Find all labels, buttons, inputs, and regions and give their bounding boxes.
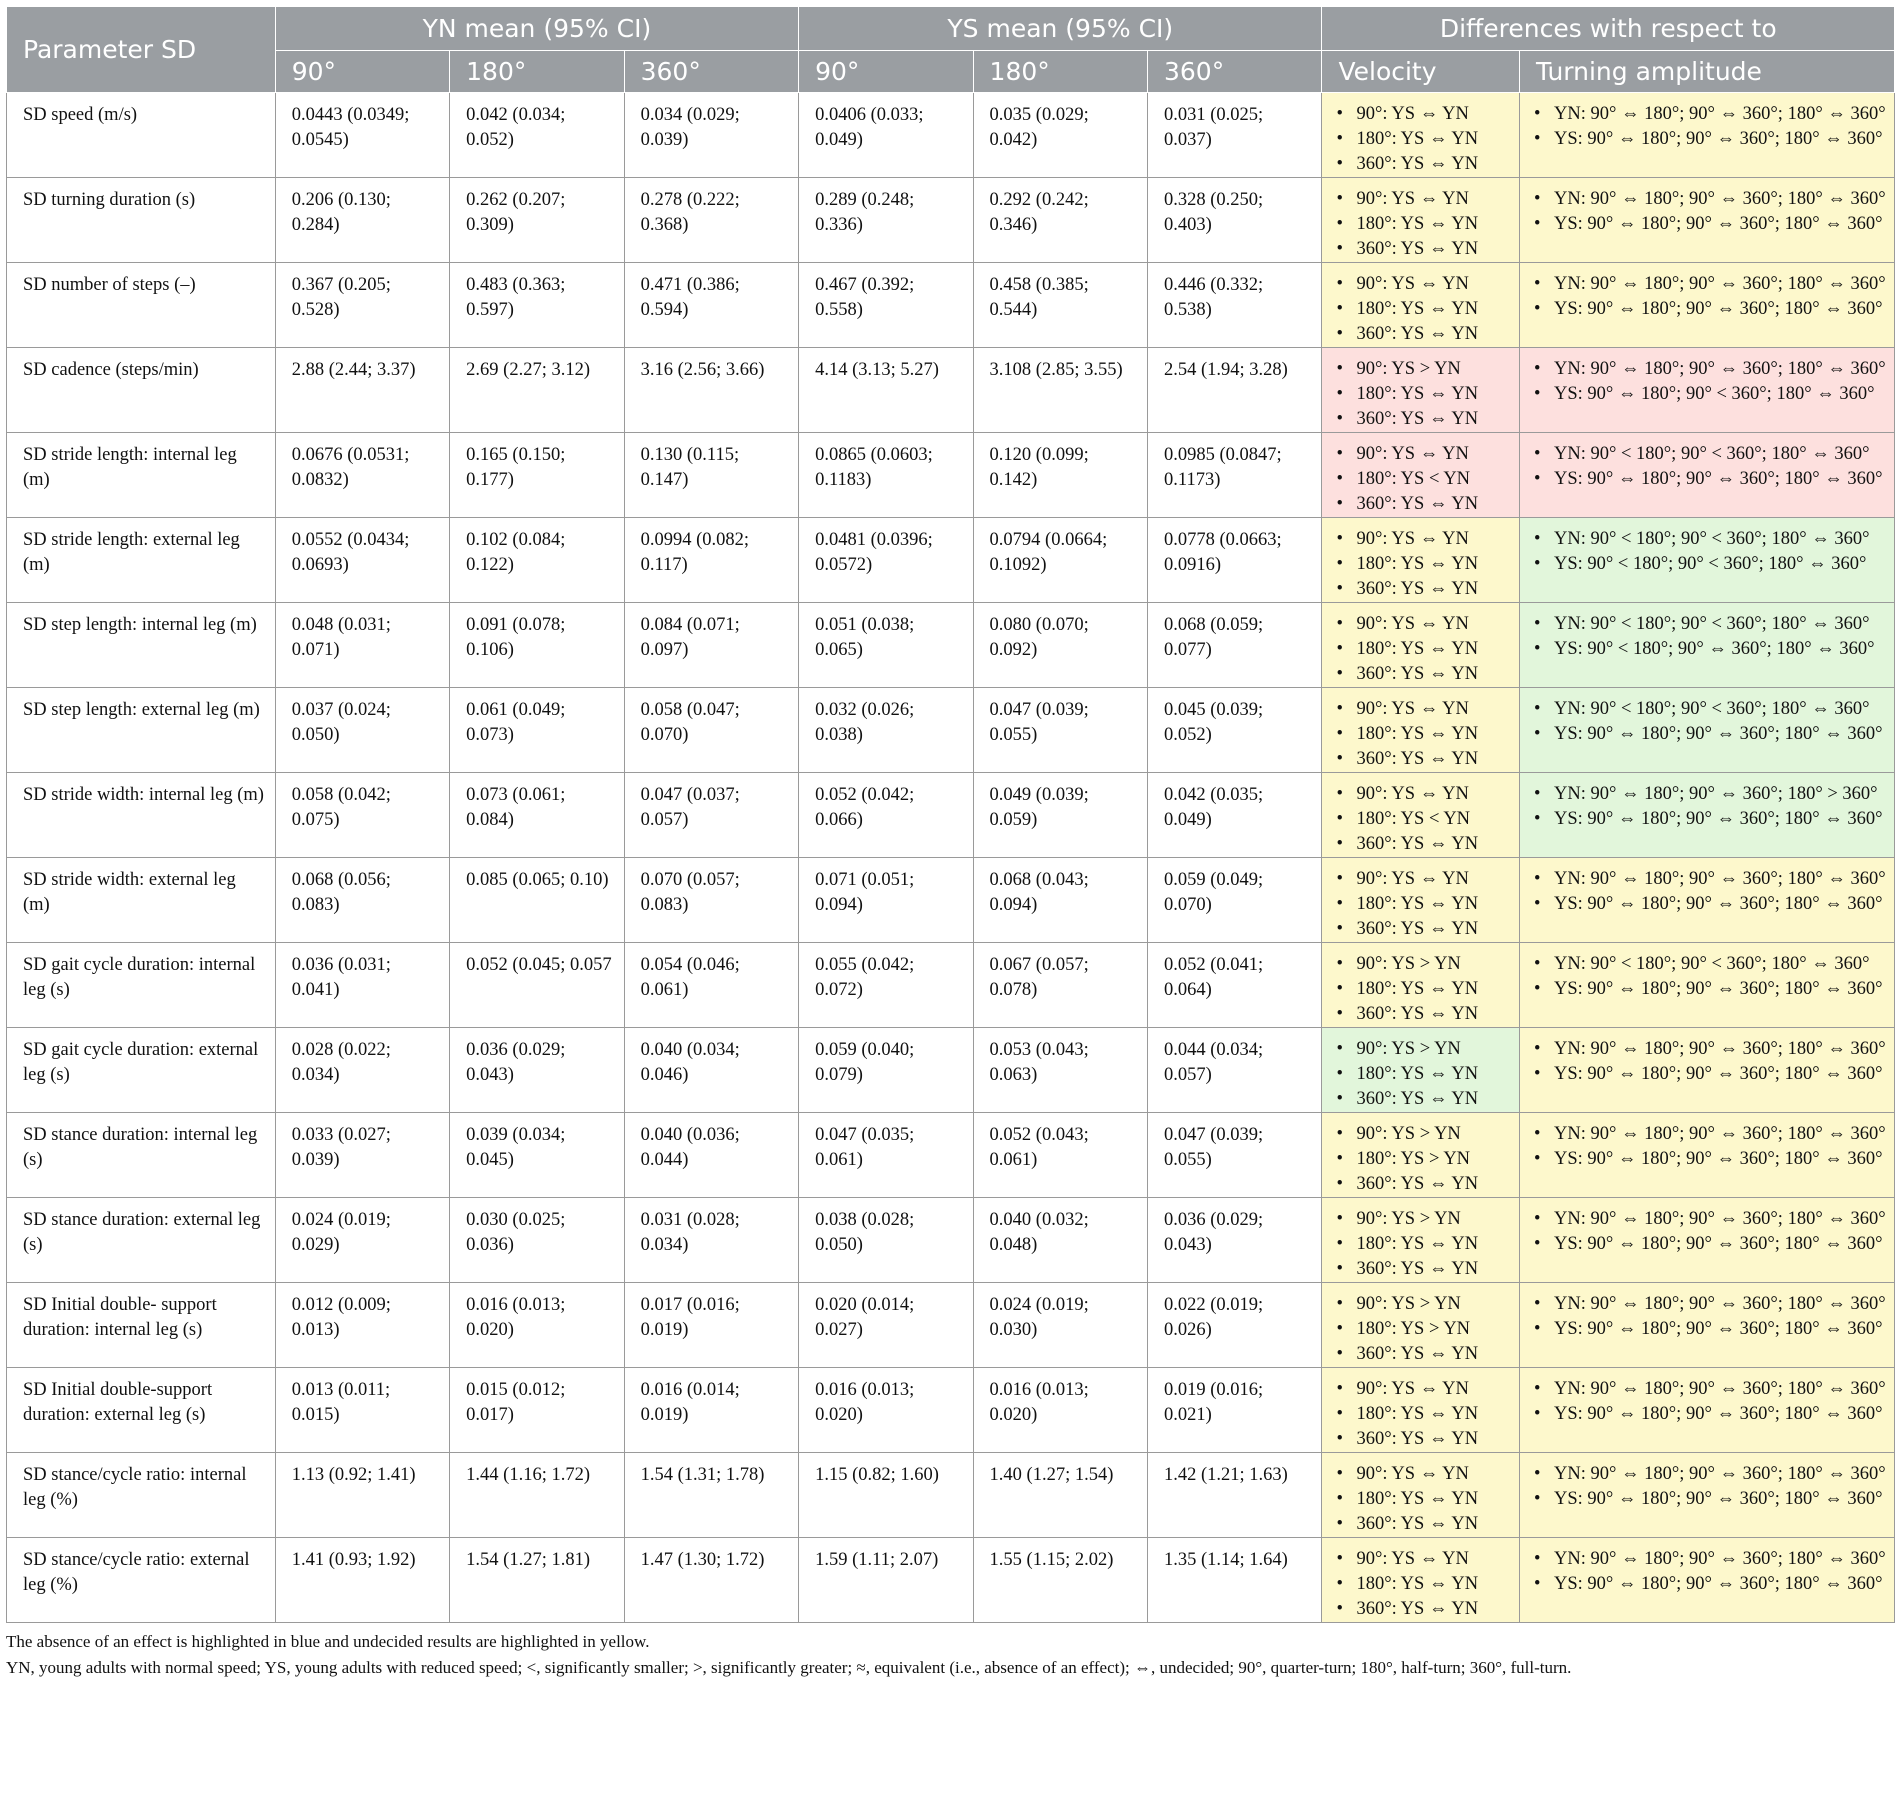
turning-diff-item: • YN: 90° ⇔ 180°; 90° ⇔ 360°; 180° ⇔ 360° [1534,272,1888,297]
value-cell-ys-180: 0.024 (0.019; 0.030) [973,1283,1147,1368]
velocity-diff-item: • 180°: YS > YN [1336,1147,1513,1172]
value-cell-ys-180: 0.067 (0.057; 0.078) [973,943,1147,1028]
value-cell-ys-180: 0.458 (0.385; 0.544) [973,263,1147,348]
turning-diff-item: • YN: 90° ⇔ 180°; 90° ⇔ 360°; 180° ⇔ 360° [1534,1377,1888,1402]
velocity-diff-item: • 90°: YS ⇔ YN [1336,187,1513,212]
velocity-diff-item: • 360°: YS ⇔ YN [1336,322,1513,347]
velocity-diff-item: • 90°: YS ⇔ YN [1336,527,1513,552]
velocity-diff-cell [1322,603,1520,688]
header-yn-180: 180° [450,51,624,93]
header-yn-90: 90° [275,51,449,93]
velocity-diff-item: • 360°: YS ⇔ YN [1336,237,1513,262]
value-cell-yn-360: 0.054 (0.046; 0.061) [624,943,798,1028]
parameter-cell: SD step length: internal leg (m) [7,603,276,688]
value-cell-ys-90: 1.59 (1.11; 2.07) [799,1538,973,1623]
value-cell-yn-360: 0.084 (0.071; 0.097) [624,603,798,688]
parameter-cell: SD cadence (steps/min) [7,348,276,433]
velocity-diff-cell [1322,518,1520,603]
value-cell-ys-360: 0.0778 (0.0663; 0.0916) [1148,518,1322,603]
table-row [7,1453,1895,1538]
value-cell-yn-180: 0.102 (0.084; 0.122) [450,518,624,603]
turning-diff-item: • YN: 90° ⇔ 180°; 90° ⇔ 360°; 180° ⇔ 360° [1534,1462,1888,1487]
turning-diff-cell [1519,1028,1894,1113]
value-cell-yn-360: 0.034 (0.029; 0.039) [624,93,798,178]
velocity-diff-cell [1322,858,1520,943]
value-cell-ys-360: 0.022 (0.019; 0.026) [1148,1283,1322,1368]
value-cell-yn-90: 0.024 (0.019; 0.029) [275,1198,449,1283]
value-cell-yn-360: 0.016 (0.014; 0.019) [624,1368,798,1453]
velocity-diff-cell [1322,178,1520,263]
value-cell-yn-360: 0.278 (0.222; 0.368) [624,178,798,263]
value-cell-yn-90: 0.048 (0.031; 0.071) [275,603,449,688]
value-cell-yn-90: 0.206 (0.130; 0.284) [275,178,449,263]
turning-diff-item: • YN: 90° ⇔ 180°; 90° ⇔ 360°; 180° > 360° [1534,782,1888,807]
velocity-diff-cell [1322,93,1520,178]
parameter-cell: SD Initial double- support duration: internal leg (s) [7,1283,276,1368]
parameter-cell: SD gait cycle duration: internal leg (s) [7,943,276,1028]
velocity-diff-item: • 180°: YS ⇔ YN [1336,977,1513,1002]
velocity-diff-item: • 360°: YS ⇔ YN [1336,1427,1513,1452]
velocity-diff-item: • 360°: YS ⇔ YN [1336,1172,1513,1197]
value-cell-ys-360: 0.031 (0.025; 0.037) [1148,93,1322,178]
header-ys-180: 180° [973,51,1147,93]
value-cell-yn-180: 0.042 (0.034; 0.052) [450,93,624,178]
turning-diff-item: • YN: 90° ⇔ 180°; 90° ⇔ 360°; 180° ⇔ 360° [1534,187,1888,212]
parameter-cell: SD step length: external leg (m) [7,688,276,773]
velocity-diff-item: • 360°: YS ⇔ YN [1336,662,1513,687]
velocity-diff-item: • 180°: YS ⇔ YN [1336,1062,1513,1087]
velocity-diff-item: • 90°: YS > YN [1336,1037,1513,1062]
turning-diff-cell [1519,518,1894,603]
parameter-cell: SD stride length: internal leg (m) [7,433,276,518]
turning-diff-cell [1519,348,1894,433]
value-cell-ys-90: 0.051 (0.038; 0.065) [799,603,973,688]
header-row-subcolumns [7,51,1895,93]
value-cell-yn-90: 0.033 (0.027; 0.039) [275,1113,449,1198]
velocity-diff-item: • 90°: YS ⇔ YN [1336,442,1513,467]
velocity-diff-item: • 360°: YS ⇔ YN [1336,1597,1513,1622]
value-cell-ys-360: 0.045 (0.039; 0.052) [1148,688,1322,773]
velocity-diff-item: • 90°: YS ⇔ YN [1336,1547,1513,1572]
value-cell-ys-360: 0.0985 (0.0847; 0.1173) [1148,433,1322,518]
velocity-diff-item: • 90°: YS ⇔ YN [1336,1462,1513,1487]
value-cell-yn-90: 0.036 (0.031; 0.041) [275,943,449,1028]
value-cell-ys-180: 1.55 (1.15; 2.02) [973,1538,1147,1623]
value-cell-yn-90: 0.013 (0.011; 0.015) [275,1368,449,1453]
turning-diff-cell [1519,1368,1894,1453]
value-cell-yn-90: 0.058 (0.042; 0.075) [275,773,449,858]
turning-diff-item: • YS: 90° ⇔ 180°; 90° ⇔ 360°; 180° ⇔ 360° [1534,467,1888,492]
turning-diff-item: • YS: 90° ⇔ 180°; 90° ⇔ 360°; 180° ⇔ 360° [1534,1232,1888,1257]
turning-diff-item: • YS: 90° ⇔ 180°; 90° ⇔ 360°; 180° ⇔ 360° [1534,722,1888,747]
turning-diff-item: • YN: 90° ⇔ 180°; 90° ⇔ 360°; 180° ⇔ 360° [1534,1037,1888,1062]
velocity-diff-item: • 90°: YS ⇔ YN [1336,782,1513,807]
value-cell-ys-90: 0.038 (0.028; 0.050) [799,1198,973,1283]
velocity-diff-item: • 90°: YS ⇔ YN [1336,612,1513,637]
turning-diff-item: • YS: 90° < 180°; 90° < 360°; 180° ⇔ 360° [1534,552,1888,577]
value-cell-yn-360: 0.130 (0.115; 0.147) [624,433,798,518]
parameter-cell: SD number of steps (–) [7,263,276,348]
turning-diff-cell [1519,773,1894,858]
turning-diff-cell [1519,858,1894,943]
table-footnotes [6,1629,1895,1681]
turning-diff-item: • YN: 90° ⇔ 180°; 90° ⇔ 360°; 180° ⇔ 360° [1534,1547,1888,1572]
velocity-diff-cell [1322,1538,1520,1623]
velocity-diff-item: • 180°: YS ⇔ YN [1336,297,1513,322]
header-yn-group: YN mean (95% CI) [275,7,798,51]
velocity-diff-item: • 180°: YS ⇔ YN [1336,1402,1513,1427]
value-cell-yn-180: 0.036 (0.029; 0.043) [450,1028,624,1113]
velocity-diff-cell [1322,348,1520,433]
value-cell-ys-360: 1.42 (1.21; 1.63) [1148,1453,1322,1538]
value-cell-yn-90: 0.012 (0.009; 0.013) [275,1283,449,1368]
value-cell-ys-360: 2.54 (1.94; 3.28) [1148,348,1322,433]
table-row [7,518,1895,603]
velocity-diff-item: • 180°: YS ⇔ YN [1336,212,1513,237]
value-cell-yn-360: 0.047 (0.037; 0.057) [624,773,798,858]
parameter-cell: SD stance duration: external leg (s) [7,1198,276,1283]
table-row [7,348,1895,433]
velocity-diff-cell [1322,1368,1520,1453]
value-cell-yn-360: 0.040 (0.036; 0.044) [624,1113,798,1198]
table-row [7,178,1895,263]
velocity-diff-item: • 180°: YS ⇔ YN [1336,552,1513,577]
header-row-groups [7,7,1895,51]
turning-diff-item: • YS: 90° ⇔ 180°; 90° < 360°; 180° ⇔ 360° [1534,382,1888,407]
value-cell-yn-180: 0.061 (0.049; 0.073) [450,688,624,773]
velocity-diff-item: • 360°: YS ⇔ YN [1336,1002,1513,1027]
value-cell-ys-180: 0.292 (0.242; 0.346) [973,178,1147,263]
velocity-diff-item: • 360°: YS ⇔ YN [1336,747,1513,772]
turning-diff-cell [1519,1198,1894,1283]
turning-diff-cell [1519,603,1894,688]
velocity-diff-item: • 360°: YS ⇔ YN [1336,407,1513,432]
table-row [7,1028,1895,1113]
turning-diff-item: • YS: 90° ⇔ 180°; 90° ⇔ 360°; 180° ⇔ 360° [1534,892,1888,917]
velocity-diff-item: • 360°: YS ⇔ YN [1336,1342,1513,1367]
parameter-cell: SD Initial double-support duration: external leg (s) [7,1368,276,1453]
turning-diff-item: • YS: 90° ⇔ 180°; 90° ⇔ 360°; 180° ⇔ 360° [1534,1487,1888,1512]
table-container [6,6,1895,1681]
turning-diff-item: • YN: 90° < 180°; 90° < 360°; 180° ⇔ 360° [1534,697,1888,722]
value-cell-ys-180: 0.080 (0.070; 0.092) [973,603,1147,688]
value-cell-yn-360: 0.0994 (0.082; 0.117) [624,518,798,603]
value-cell-ys-360: 0.446 (0.332; 0.538) [1148,263,1322,348]
velocity-diff-item: • 180°: YS ⇔ YN [1336,127,1513,152]
value-cell-yn-360: 3.16 (2.56; 3.66) [624,348,798,433]
turning-diff-item: • YN: 90° < 180°; 90° < 360°; 180° ⇔ 360° [1534,442,1888,467]
velocity-diff-item: • 90°: YS ⇔ YN [1336,102,1513,127]
velocity-diff-item: • 90°: YS > YN [1336,357,1513,382]
header-ys-group: YS mean (95% CI) [799,7,1322,51]
value-cell-ys-360: 0.059 (0.049; 0.070) [1148,858,1322,943]
turning-diff-item: • YN: 90° ⇔ 180°; 90° ⇔ 360°; 180° ⇔ 360° [1534,1122,1888,1147]
turning-diff-cell [1519,93,1894,178]
value-cell-ys-90: 0.020 (0.014; 0.027) [799,1283,973,1368]
turning-diff-cell [1519,1453,1894,1538]
velocity-diff-cell [1322,773,1520,858]
table-row [7,1538,1895,1623]
value-cell-ys-90: 0.0865 (0.0603; 0.1183) [799,433,973,518]
table-row [7,263,1895,348]
value-cell-yn-180: 0.085 (0.065; 0.10) [450,858,624,943]
turning-diff-cell [1519,1538,1894,1623]
velocity-diff-item: • 90°: YS > YN [1336,1292,1513,1317]
value-cell-ys-360: 0.019 (0.016; 0.021) [1148,1368,1322,1453]
value-cell-ys-180: 0.040 (0.032; 0.048) [973,1198,1147,1283]
velocity-diff-item: • 90°: YS ⇔ YN [1336,697,1513,722]
value-cell-yn-180: 0.052 (0.045; 0.057 [450,943,624,1028]
value-cell-ys-360: 0.068 (0.059; 0.077) [1148,603,1322,688]
value-cell-yn-180: 0.015 (0.012; 0.017) [450,1368,624,1453]
velocity-diff-item: • 180°: YS ⇔ YN [1336,892,1513,917]
value-cell-ys-90: 0.059 (0.040; 0.079) [799,1028,973,1113]
turning-diff-item: • YN: 90° ⇔ 180°; 90° ⇔ 360°; 180° ⇔ 360° [1534,1207,1888,1232]
table-row [7,1198,1895,1283]
value-cell-yn-360: 0.070 (0.057; 0.083) [624,858,798,943]
parameter-cell: SD stride width: external leg (m) [7,858,276,943]
velocity-diff-cell [1322,1113,1520,1198]
value-cell-ys-180: 3.108 (2.85; 3.55) [973,348,1147,433]
table-row [7,1283,1895,1368]
velocity-diff-item: • 180°: YS > YN [1336,1317,1513,1342]
value-cell-ys-90: 0.467 (0.392; 0.558) [799,263,973,348]
value-cell-yn-360: 1.47 (1.30; 1.72) [624,1538,798,1623]
value-cell-yn-90: 0.0552 (0.0434; 0.0693) [275,518,449,603]
value-cell-ys-360: 0.036 (0.029; 0.043) [1148,1198,1322,1283]
velocity-diff-item: • 360°: YS ⇔ YN [1336,492,1513,517]
value-cell-ys-90: 1.15 (0.82; 1.60) [799,1453,973,1538]
velocity-diff-item: • 90°: YS ⇔ YN [1336,1377,1513,1402]
turning-diff-item: • YN: 90° ⇔ 180°; 90° ⇔ 360°; 180° ⇔ 360° [1534,1292,1888,1317]
header-diff-group: Differences with respect to [1322,7,1895,51]
velocity-diff-item: • 360°: YS ⇔ YN [1336,1512,1513,1537]
value-cell-yn-180: 0.016 (0.013; 0.020) [450,1283,624,1368]
velocity-diff-item: • 90°: YS > YN [1336,952,1513,977]
parameter-cell: SD speed (m/s) [7,93,276,178]
turning-diff-cell [1519,433,1894,518]
turning-diff-item: • YN: 90° < 180°; 90° < 360°; 180° ⇔ 360° [1534,612,1888,637]
parameter-cell: SD stance duration: internal leg (s) [7,1113,276,1198]
turning-diff-cell [1519,688,1894,773]
value-cell-yn-90: 0.0443 (0.0349; 0.0545) [275,93,449,178]
velocity-diff-cell [1322,688,1520,773]
turning-diff-item: • YS: 90° ⇔ 180°; 90° ⇔ 360°; 180° ⇔ 360° [1534,127,1888,152]
velocity-diff-item: • 180°: YS ⇔ YN [1336,637,1513,662]
turning-diff-item: • YS: 90° ⇔ 180°; 90° ⇔ 360°; 180° ⇔ 360° [1534,977,1888,1002]
velocity-diff-cell [1322,1198,1520,1283]
value-cell-yn-90: 0.367 (0.205; 0.528) [275,263,449,348]
turning-diff-item: • YS: 90° ⇔ 180°; 90° ⇔ 360°; 180° ⇔ 360° [1534,1062,1888,1087]
value-cell-yn-90: 0.0676 (0.0531; 0.0832) [275,433,449,518]
table-body [7,93,1895,1623]
parameter-cell: SD stride length: external leg (m) [7,518,276,603]
table-row [7,93,1895,178]
turning-diff-item: • YS: 90° ⇔ 180°; 90° ⇔ 360°; 180° ⇔ 360° [1534,1147,1888,1172]
turning-diff-item: • YS: 90° ⇔ 180°; 90° ⇔ 360°; 180° ⇔ 360° [1534,1317,1888,1342]
value-cell-ys-360: 0.047 (0.039; 0.055) [1148,1113,1322,1198]
footnote-highlight-legend: The absence of an effect is highlighted in blue and undecided results are highlighted in yellow. [6,1632,650,1651]
value-cell-yn-360: 0.031 (0.028; 0.034) [624,1198,798,1283]
turning-diff-item: • YN: 90° ⇔ 180°; 90° ⇔ 360°; 180° ⇔ 360° [1534,867,1888,892]
value-cell-yn-180: 2.69 (2.27; 3.12) [450,348,624,433]
value-cell-yn-90: 1.13 (0.92; 1.41) [275,1453,449,1538]
header-parameter: Parameter SD [7,7,276,93]
value-cell-yn-360: 1.54 (1.31; 1.78) [624,1453,798,1538]
header-turning-amplitude: Turning amplitude [1519,51,1894,93]
value-cell-yn-180: 0.262 (0.207; 0.309) [450,178,624,263]
value-cell-yn-90: 0.068 (0.056; 0.083) [275,858,449,943]
value-cell-ys-360: 0.044 (0.034; 0.057) [1148,1028,1322,1113]
value-cell-ys-360: 0.328 (0.250; 0.403) [1148,178,1322,263]
turning-diff-item: • YS: 90° ⇔ 180°; 90° ⇔ 360°; 180° ⇔ 360° [1534,297,1888,322]
turning-diff-cell [1519,1283,1894,1368]
value-cell-yn-180: 0.165 (0.150; 0.177) [450,433,624,518]
value-cell-ys-90: 0.0481 (0.0396; 0.0572) [799,518,973,603]
velocity-diff-cell [1322,1283,1520,1368]
velocity-diff-cell [1322,1028,1520,1113]
table-row [7,858,1895,943]
value-cell-ys-90: 0.016 (0.013; 0.020) [799,1368,973,1453]
turning-diff-item: • YS: 90° < 180°; 90° ⇔ 360°; 180° ⇔ 360° [1534,637,1888,662]
value-cell-yn-90: 1.41 (0.93; 1.92) [275,1538,449,1623]
turning-diff-item: • YN: 90° ⇔ 180°; 90° ⇔ 360°; 180° ⇔ 360° [1534,102,1888,127]
value-cell-ys-90: 0.289 (0.248; 0.336) [799,178,973,263]
turning-diff-cell [1519,1113,1894,1198]
value-cell-ys-180: 0.035 (0.029; 0.042) [973,93,1147,178]
parameter-cell: SD turning duration (s) [7,178,276,263]
velocity-diff-item: • 180°: YS ⇔ YN [1336,1487,1513,1512]
value-cell-yn-180: 0.091 (0.078; 0.106) [450,603,624,688]
parameter-cell: SD stance/cycle ratio: internal leg (%) [7,1453,276,1538]
turning-diff-item: • YN: 90° < 180°; 90° < 360°; 180° ⇔ 360° [1534,527,1888,552]
header-ys-90: 90° [799,51,973,93]
value-cell-ys-360: 0.042 (0.035; 0.049) [1148,773,1322,858]
value-cell-ys-180: 0.0794 (0.0664; 0.1092) [973,518,1147,603]
table-row [7,1113,1895,1198]
parameter-cell: SD stance/cycle ratio: external leg (%) [7,1538,276,1623]
results-table [6,6,1895,1623]
velocity-diff-cell [1322,1453,1520,1538]
turning-diff-item: • YS: 90° ⇔ 180°; 90° ⇔ 360°; 180° ⇔ 360° [1534,1402,1888,1427]
parameter-cell: SD gait cycle duration: external leg (s) [7,1028,276,1113]
turning-diff-item: • YS: 90° ⇔ 180°; 90° ⇔ 360°; 180° ⇔ 360° [1534,807,1888,832]
header-ys-360: 360° [1148,51,1322,93]
value-cell-ys-180: 0.049 (0.039; 0.059) [973,773,1147,858]
value-cell-yn-180: 0.073 (0.061; 0.084) [450,773,624,858]
velocity-diff-item: • 90°: YS > YN [1336,1207,1513,1232]
velocity-diff-item: • 180°: YS < YN [1336,467,1513,492]
velocity-diff-item: • 180°: YS < YN [1336,807,1513,832]
turning-diff-item: • YS: 90° ⇔ 180°; 90° ⇔ 360°; 180° ⇔ 360° [1534,212,1888,237]
table-row [7,943,1895,1028]
velocity-diff-item: • 360°: YS ⇔ YN [1336,1257,1513,1282]
turning-diff-cell [1519,178,1894,263]
table-row [7,433,1895,518]
velocity-diff-item: • 360°: YS ⇔ YN [1336,152,1513,177]
turning-diff-cell [1519,263,1894,348]
table-row [7,603,1895,688]
value-cell-ys-360: 1.35 (1.14; 1.64) [1148,1538,1322,1623]
value-cell-ys-90: 0.032 (0.026; 0.038) [799,688,973,773]
header-velocity: Velocity [1322,51,1520,93]
value-cell-yn-180: 0.039 (0.034; 0.045) [450,1113,624,1198]
value-cell-yn-360: 0.058 (0.047; 0.070) [624,688,798,773]
velocity-diff-item: • 360°: YS ⇔ YN [1336,577,1513,602]
turning-diff-cell [1519,943,1894,1028]
value-cell-ys-180: 0.120 (0.099; 0.142) [973,433,1147,518]
value-cell-yn-360: 0.017 (0.016; 0.019) [624,1283,798,1368]
velocity-diff-item: • 90°: YS > YN [1336,1122,1513,1147]
turning-diff-item: • YS: 90° ⇔ 180°; 90° ⇔ 360°; 180° ⇔ 360° [1534,1572,1888,1597]
velocity-diff-cell [1322,433,1520,518]
value-cell-ys-180: 0.052 (0.043; 0.061) [973,1113,1147,1198]
value-cell-yn-360: 0.471 (0.386; 0.594) [624,263,798,348]
value-cell-yn-180: 0.483 (0.363; 0.597) [450,263,624,348]
value-cell-yn-180: 1.44 (1.16; 1.72) [450,1453,624,1538]
table-row [7,773,1895,858]
velocity-diff-item: • 360°: YS ⇔ YN [1336,832,1513,857]
header-yn-360: 360° [624,51,798,93]
value-cell-ys-180: 0.047 (0.039; 0.055) [973,688,1147,773]
velocity-diff-item: • 90°: YS ⇔ YN [1336,272,1513,297]
velocity-diff-item: • 360°: YS ⇔ YN [1336,917,1513,942]
parameter-cell: SD stride width: internal leg (m) [7,773,276,858]
value-cell-yn-90: 0.028 (0.022; 0.034) [275,1028,449,1113]
velocity-diff-item: • 180°: YS ⇔ YN [1336,1232,1513,1257]
value-cell-ys-360: 0.052 (0.041; 0.064) [1148,943,1322,1028]
velocity-diff-item: • 180°: YS ⇔ YN [1336,1572,1513,1597]
value-cell-ys-90: 0.071 (0.051; 0.094) [799,858,973,943]
value-cell-yn-360: 0.040 (0.034; 0.046) [624,1028,798,1113]
value-cell-ys-90: 0.0406 (0.033; 0.049) [799,93,973,178]
value-cell-yn-90: 2.88 (2.44; 3.37) [275,348,449,433]
turning-diff-item: • YN: 90° < 180°; 90° < 360°; 180° ⇔ 360° [1534,952,1888,977]
value-cell-yn-90: 0.037 (0.024; 0.050) [275,688,449,773]
velocity-diff-item: • 180°: YS ⇔ YN [1336,382,1513,407]
value-cell-yn-180: 1.54 (1.27; 1.81) [450,1538,624,1623]
value-cell-ys-180: 0.016 (0.013; 0.020) [973,1368,1147,1453]
value-cell-ys-90: 0.052 (0.042; 0.066) [799,773,973,858]
value-cell-yn-180: 0.030 (0.025; 0.036) [450,1198,624,1283]
velocity-diff-item: • 90°: YS ⇔ YN [1336,867,1513,892]
turning-diff-item: • YN: 90° ⇔ 180°; 90° ⇔ 360°; 180° ⇔ 360° [1534,357,1888,382]
footnote-abbreviations: YN, young adults with normal speed; YS, young adults with reduced speed; <, significantly smaller; >, significantly greater; ≈, equivalent (i.e., absence of an effect); ⇔, undecided; 90°, quarter-turn; 180°, half-turn; 360°, full-turn. [6,1658,1572,1677]
value-cell-ys-90: 4.14 (3.13; 5.27) [799,348,973,433]
velocity-diff-item: • 360°: YS ⇔ YN [1336,1087,1513,1112]
velocity-diff-cell [1322,943,1520,1028]
velocity-diff-cell [1322,263,1520,348]
value-cell-ys-180: 0.053 (0.043; 0.063) [973,1028,1147,1113]
table-row [7,688,1895,773]
value-cell-ys-90: 0.055 (0.042; 0.072) [799,943,973,1028]
value-cell-ys-180: 1.40 (1.27; 1.54) [973,1453,1147,1538]
velocity-diff-item: • 180°: YS ⇔ YN [1336,722,1513,747]
value-cell-ys-90: 0.047 (0.035; 0.061) [799,1113,973,1198]
value-cell-ys-180: 0.068 (0.043; 0.094) [973,858,1147,943]
table-row [7,1368,1895,1453]
